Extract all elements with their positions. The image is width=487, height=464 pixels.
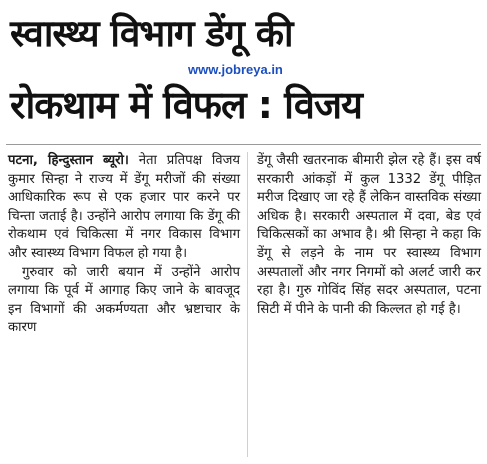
article-paragraph: डेंगू जैसी खतरनाक बीमारी झेल रहे हैं। इस वर्ष सरकारी आंकड़ों में कुल 1332 डेंगू पीड़ित मरीज दिखाए जा रहे हैं लेकिन वास्तविक संख्या अधिक है। सरकारी अस्पताल में दवा, बेड एवं चिकित्सकों का अभाव है। श्री सिन्हा ने कहा कि डेंगू से लड़ने के नाम पर स्वास्थ्य विभाग अस्पतालों और नगर निगमों को अलर्ट जारी कर रहा है। गुरु गोविंद सिंह सदर अस्पताल, पटना सिटी में पीने के पानी की किल्लत हो गई है। xyxy=(257,153,481,317)
article-column-left xyxy=(8,152,240,338)
paragraph-text: नेता प्रतिपक्ष विजय कुमार सिन्हा ने राज्य में डेंगू मरीजों की संख्या आधिकारिक रूप से एक हजार पार करने पर चिन्ता जताई है। उन्होंने आरोप लगाया कि डेंगू की रोकथाम एवं चिकित्सा में नगर विकास विभाग और स्वास्थ्य विभाग विफल हो गया है। xyxy=(8,153,241,261)
watermark-url: www.jobreya.in xyxy=(188,62,283,77)
headline-line-1: स्वास्थ्य विभाग डेंगू की xyxy=(10,12,293,55)
article-paragraph: गुरुवार को जारी बयान में उन्होंने आरोप लगाया कि पूर्व में आगाह किए जाने के बावजूद इन विभागों की अकर्मण्यता और भ्रष्टाचार के कारण xyxy=(8,264,240,336)
dateline: पटना, हिन्दुस्तान ब्यूरो। xyxy=(8,153,129,168)
headline-line-2: रोकथाम में विफल : विजय xyxy=(10,83,362,127)
article-paragraph xyxy=(8,152,240,264)
article-column-right xyxy=(257,152,481,319)
column-divider xyxy=(247,152,248,457)
headline-divider xyxy=(6,144,481,145)
